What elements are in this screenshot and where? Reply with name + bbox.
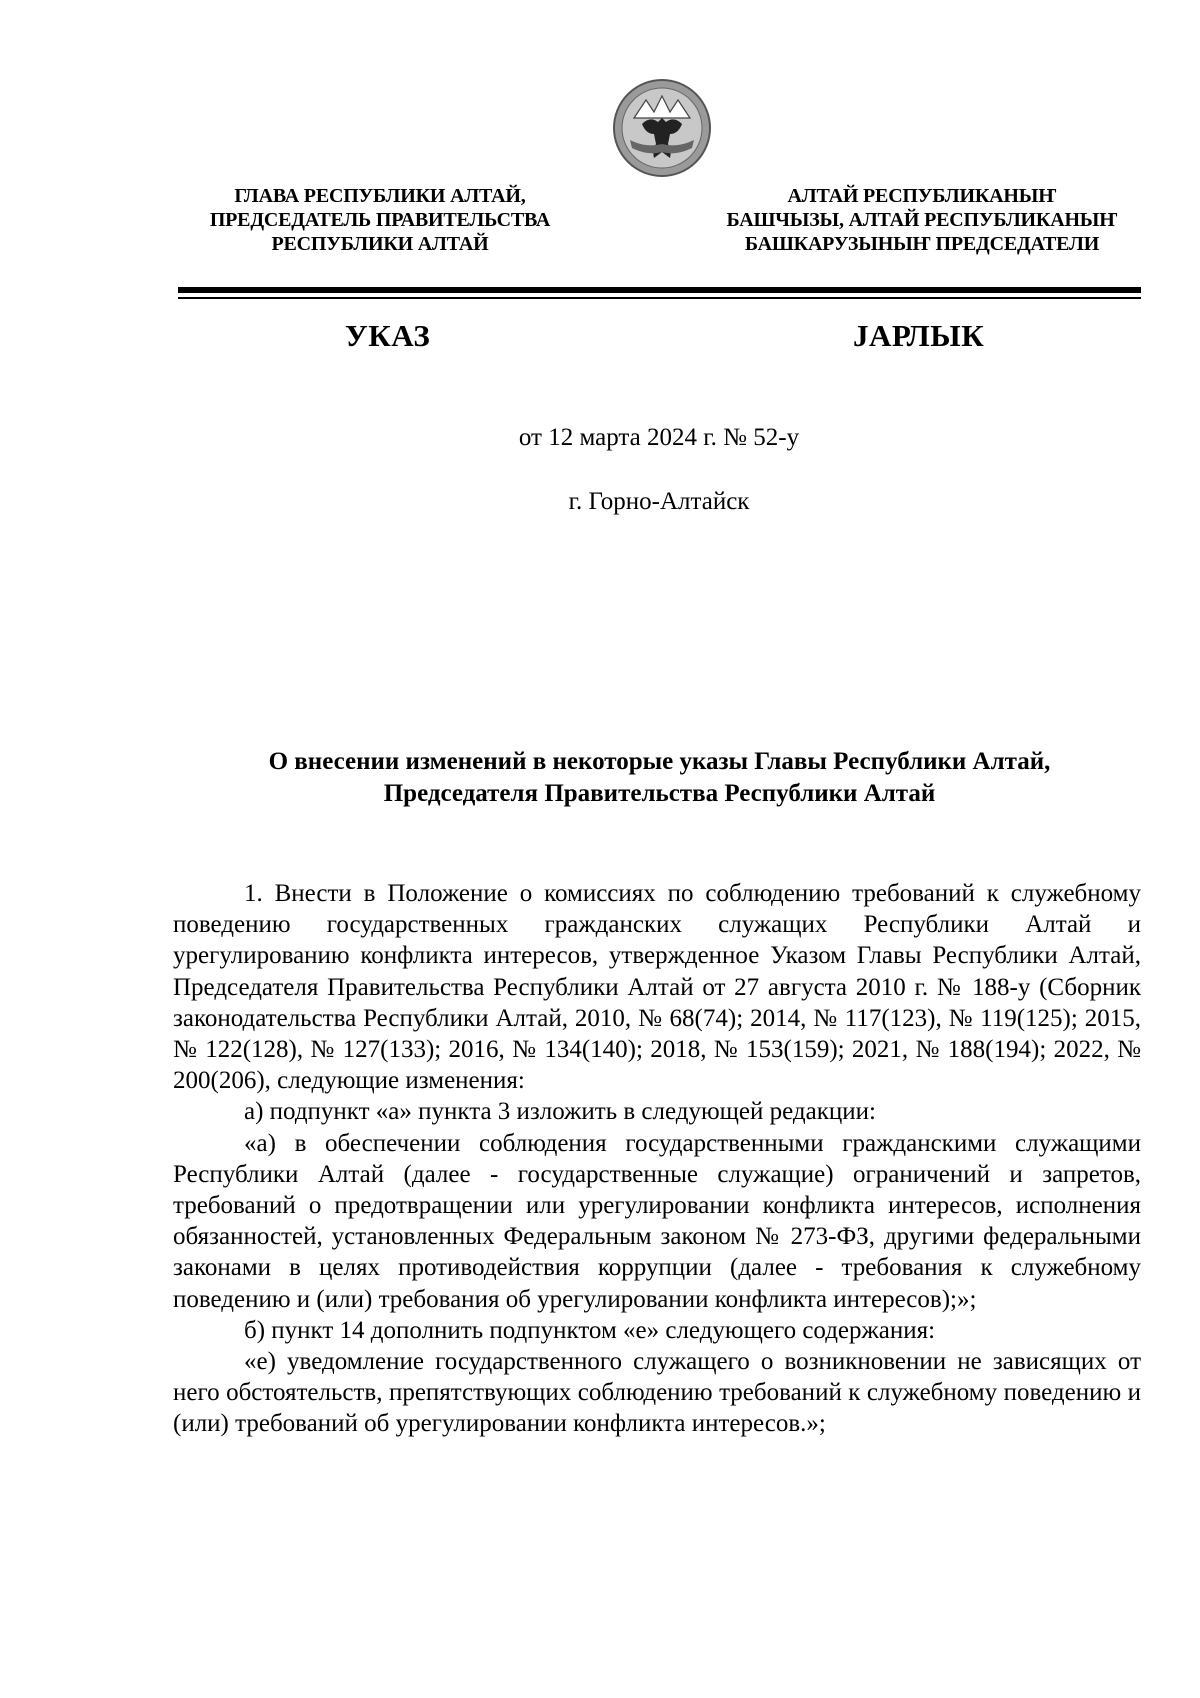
document-city: г. Горно-Алтайск (568, 488, 750, 515)
document-date-number: от 12 марта 2024 г. № 52-у (518, 424, 800, 451)
header-left-line: ПРЕДСЕДАТЕЛЬ ПРАВИТЕЛЬСТВА (209, 209, 551, 231)
header-divider-thick (178, 287, 1141, 293)
body-paragraph: «а) в обеспечении соблюдения государственными гражданскими служащими Республики Алтай (далее - государственные служащие) ограничений и запретов, требований о предотвращении или урегулировании конфликта интересов, исполнения обязанностей, установленных Федеральным законом № 273-ФЗ, другими федеральными законами в целях противодействия коррупции (далее - требования к служебному поведению и (или) требования об урегулировании конфликта интересов);»; (173, 1129, 1141, 1313)
body-paragraph: «е) уведомление государственного служащего о возникновении не зависящих от него обстоятельств, препятствующих соблюдению требований к служебному поведению и (или) требований об урегулировании конфликта интересов.»; (173, 1348, 1141, 1438)
header-right-block (712, 184, 1132, 256)
document-subject (178, 746, 1141, 810)
header-right-line: АЛТАЙ РЕСПУБЛИКАНЫҤ (787, 185, 1057, 207)
header-left-block (170, 184, 590, 256)
header-divider-thin (178, 297, 1141, 299)
body-paragraph: а) подпункт «а» пункта 3 изложить в следующей редакции: (244, 1098, 876, 1126)
body-paragraph: б) пункт 14 дополнить подпунктом «е» следующего содержания: (244, 1316, 936, 1344)
subject-line: Председателя Правительства Республики Алтай (383, 780, 936, 807)
header-left-line: РЕСПУБЛИКИ АЛТАЙ (271, 233, 489, 255)
coat-of-arms-emblem (612, 78, 712, 178)
header-right-line: БАШЧЫЗЫ, АЛТАЙ РЕСПУБЛИКАНЫҤ (726, 209, 1118, 231)
header-left-line: ГЛАВА РЕСПУБЛИКИ АЛТАЙ, (234, 185, 526, 207)
header-right-line: БАШКАРУЗЫНЫҤ ПРЕДСЕДАТЕЛИ (744, 233, 1100, 255)
document-type-title-alt: JАРЛЫК (853, 318, 985, 353)
subject-line: О внесении изменений в некоторые указы Главы Республики Алтай, (268, 748, 1051, 775)
document-type-title-ru: УКАЗ (345, 318, 431, 353)
body-paragraph: 1. Внести в Положение о комиссиях по соблюдению требований к служебному поведению государственных гражданских служащих Республики Алтай и урегулированию конфликта интересов, утвержденное Указом Главы Республики Алтай, Председателя Правительства Республики Алтай от 27 августа 2010 г. № 188-у (Сборник законодательства Республики Алтай, 2010, № 68(74); 2014, № 117(123), № 119(125); 2015, № 122(128), № 127(133); 2016, № 134(140); 2018, № 153(159); 2021, № 188(194); 2022, № 200(206), следующие изменения: (173, 880, 1141, 1095)
document-body (173, 878, 1141, 1440)
